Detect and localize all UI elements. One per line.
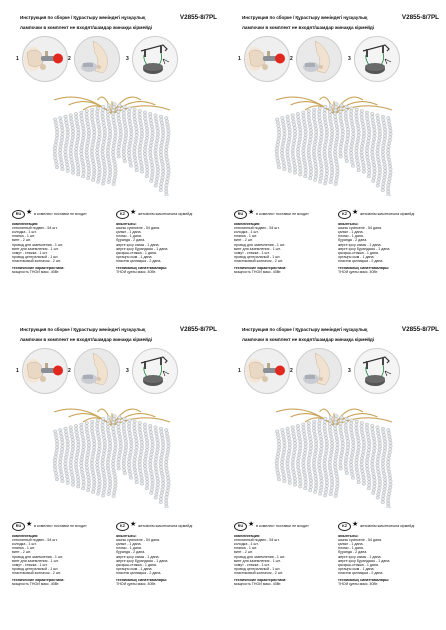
crystal-strand <box>302 423 308 490</box>
crystal-strand <box>381 115 387 192</box>
step-number-2: 2 <box>290 56 293 62</box>
crystal-strand <box>64 115 70 172</box>
list-item: провод для заземления - 1 шт. <box>12 554 64 559</box>
crystal-strand <box>117 104 123 158</box>
kz-items <box>338 226 436 263</box>
crystal-strand <box>275 118 281 169</box>
chandelier-illustration <box>42 398 182 508</box>
crystal-strand <box>280 117 286 171</box>
crystal-strand <box>360 422 366 486</box>
crystal-strand <box>333 103 339 186</box>
instruction-card <box>234 326 439 626</box>
ru-items <box>12 226 110 263</box>
crystal-strand <box>159 115 165 192</box>
crystal-strand <box>355 108 361 172</box>
list-item: стеклянный подвес - 54 шт. <box>234 226 280 231</box>
kz-tech-title: техникалық сипаттамалары: <box>116 578 168 583</box>
model-number: V2855-8/7PL <box>179 14 217 21</box>
list-item: шыны сусінкеле - 54 дана. <box>116 226 161 231</box>
crystal-strand <box>360 110 366 174</box>
list-item: қалып - 1 дана. <box>338 542 364 547</box>
ru-badge: RU <box>12 522 25 531</box>
step-number-1: 1 <box>238 56 241 62</box>
instruction-title: Инструкция по сборке / Құрастыру жөніндегі нұсқаулық <box>242 15 368 20</box>
crystal-strand <box>355 420 361 484</box>
instruction-card <box>12 326 217 626</box>
list-item: пластик қалпақша - 2 дана. <box>116 570 162 575</box>
bulbs-note: лампочки в комплект не входят/шамдар жинаққа кірмейді <box>242 25 375 30</box>
kz-tech-value: ТНОИ қуаты макс. 40Вт. <box>338 582 379 587</box>
crystal-strand <box>307 110 313 180</box>
instruction-title: Инструкция по сборке / Құрастыру жөніндегі нұсқаулық <box>20 15 146 20</box>
list-item: планка - 1 шт. <box>234 234 257 239</box>
hand-with-lightbulb-icon <box>244 36 290 82</box>
list-item: пломо - 1 дана. <box>116 234 142 239</box>
instruction-card <box>234 14 439 314</box>
list-item: қалып - 1 дана. <box>116 542 142 547</box>
kz-badge: KZ <box>116 522 129 531</box>
instruction-card <box>12 14 217 314</box>
kz-not-included-note: жеткізілім жиынтығына кірмейді <box>138 523 193 528</box>
instruction-title: Инструкция по сборке / Құрастыру жөніндегі нұсқаулық <box>20 327 146 332</box>
list-item: жерге қосу сымы - 1 дана. <box>338 554 382 559</box>
hand-installing-lamp-icon <box>296 36 342 82</box>
list-item: хомут - стяжка - 1 шт. <box>234 250 270 255</box>
kz-tech-title: техникалық сипаттамалары: <box>338 578 390 583</box>
list-item: ортаңғы сым - 1 дана. <box>338 254 375 259</box>
crystal-strand <box>323 417 329 497</box>
step-number-3: 3 <box>348 368 351 374</box>
crystal-strand <box>64 427 70 484</box>
star-icon: ★ <box>26 209 33 216</box>
crystal-strand <box>317 419 323 496</box>
crystal-strand <box>127 107 133 168</box>
crystal-strand <box>296 112 302 176</box>
crystal-strand <box>90 420 96 493</box>
ru-column <box>12 522 110 586</box>
crystal-strand <box>154 114 160 187</box>
crystal-strand <box>386 117 392 197</box>
kz-tech-value: ТНОИ қуаты макс. 40Вт. <box>116 270 157 275</box>
crystal-strand <box>138 110 144 174</box>
list-item: провод для заземления - 1 шт. <box>234 554 286 559</box>
ru-tech-value: мощность ТНОИ макс. 40Вт. <box>12 582 60 587</box>
star-icon: ★ <box>352 209 359 216</box>
crystal-strand <box>143 423 149 490</box>
step-number-2: 2 <box>68 56 71 62</box>
list-item: пломо - 1 дана. <box>338 546 364 551</box>
crystal-strand <box>95 419 101 496</box>
crystal-strand <box>344 417 350 474</box>
crystal-strand <box>323 105 329 185</box>
list-item: винт - 2 шт. <box>12 550 31 555</box>
ru-badge: RU <box>234 210 247 219</box>
crystal-strand <box>154 426 160 499</box>
list-item: қысқыш-стяжка - 1 дана. <box>116 250 157 255</box>
kz-section-title: жиынтығы: <box>338 534 359 538</box>
crystal-strand <box>386 429 392 509</box>
kz-items <box>116 538 214 575</box>
list-item: стеклянный подвес - 54 шт. <box>12 226 58 231</box>
list-item: пластиковый колпачок - 2 шт. <box>234 570 283 575</box>
list-item: шыны сусінкеле - 54 дана. <box>116 538 161 543</box>
kz-items <box>338 538 436 575</box>
list-item: бұранда - 2 дана. <box>338 550 368 555</box>
crystal-strand <box>80 111 86 178</box>
ceiling-mount-icon <box>132 348 178 394</box>
ru-not-included-note: в комплект поставки не входит <box>34 211 87 216</box>
chandelier-illustration <box>264 398 404 508</box>
kz-not-included-note: жеткізілім жиынтығына кірмейді <box>360 211 415 216</box>
hand-with-lightbulb-icon <box>244 348 290 394</box>
crystal-strand <box>148 112 154 182</box>
list-item: хомут - стяжка - 1 шт. <box>234 562 270 567</box>
kz-tech-value: ТНОИ қуаты макс. 40Вт. <box>116 582 157 587</box>
list-item: пластиковый колпачок - 2 шт. <box>12 570 61 575</box>
model-number: V2855-8/7PL <box>179 326 217 333</box>
ru-badge: RU <box>234 522 247 531</box>
crystal-strand <box>365 111 371 178</box>
crystal-strand <box>90 108 96 181</box>
crystal-strand <box>307 422 313 492</box>
crystal-strand <box>69 114 75 175</box>
list-item: жерге қосу бұрандасы - 1 дана. <box>338 246 391 251</box>
list-item: пластиковый колпачок - 2 шт. <box>234 258 283 263</box>
list-item: винт для заземления - 1 шт. <box>12 558 59 563</box>
kz-section-title: жиынтығы: <box>338 222 359 226</box>
crystal-strand <box>122 105 128 162</box>
crystal-strand <box>302 111 308 178</box>
list-item: винт для заземления - 1 шт. <box>234 558 281 563</box>
crystal-strand <box>296 424 302 488</box>
crystal-strand <box>106 416 112 496</box>
list-item: қалып - 1 дана. <box>338 230 364 235</box>
crystal-strand <box>106 104 112 184</box>
crystal-strand <box>111 415 117 498</box>
kz-badge: KZ <box>116 210 129 219</box>
list-item: провод для заземления - 1 шт. <box>12 242 64 247</box>
crystal-strand <box>365 423 371 490</box>
list-item: хомут - стяжка - 1 шт. <box>12 562 48 567</box>
crystal-strand <box>148 424 154 494</box>
crystal-strand <box>312 420 318 493</box>
list-item: пластик қалпақша - 2 дана. <box>338 258 384 263</box>
list-item: пластик қалпақша - 2 дана. <box>338 570 384 575</box>
hand-installing-lamp-icon <box>296 348 342 394</box>
crystal-strand <box>344 105 350 162</box>
crystal-strand <box>333 415 339 498</box>
list-item: винт для заземления - 1 шт. <box>234 246 281 251</box>
crystal-strand <box>69 426 75 487</box>
crystal-strand <box>74 112 80 176</box>
star-icon: ★ <box>130 209 137 216</box>
crystal-strand <box>339 416 345 470</box>
crystal-strand <box>376 426 382 499</box>
crystal-strand <box>164 117 170 197</box>
crystal-strand <box>133 108 139 172</box>
crystal-strand <box>85 422 91 492</box>
step-number-1: 1 <box>16 56 19 62</box>
crystal-strand <box>111 103 117 186</box>
crystal-strand <box>143 111 149 178</box>
list-item: жерге қосу сымы - 1 дана. <box>338 242 382 247</box>
crystal-strand <box>349 419 355 480</box>
crystal-strand <box>349 107 355 168</box>
list-item: шыны сусінкеле - 54 дана. <box>338 538 383 543</box>
list-item: колодка - 1 шт. <box>12 542 37 547</box>
kz-tech-title: техникалық сипаттамалары: <box>338 266 390 271</box>
list-item: пластик қалпақша - 2 дана. <box>116 258 162 263</box>
ru-tech-title: технические характеристики: <box>12 578 65 583</box>
list-item: провод для заземления - 1 шт. <box>234 242 286 247</box>
list-item: қысқыш-стяжка - 1 дана. <box>116 562 157 567</box>
star-icon: ★ <box>352 521 359 528</box>
ru-badge: RU <box>12 210 25 219</box>
crystal-strand <box>339 104 345 158</box>
list-item: пластиковый колпачок - 2 шт. <box>12 258 61 263</box>
crystal-strand <box>133 420 139 484</box>
kz-column <box>116 522 214 586</box>
crystal-strand <box>312 108 318 181</box>
ru-items <box>234 226 332 263</box>
list-item: ортаңғы сым - 1 дана. <box>116 254 153 259</box>
list-item: планка - 1 шт. <box>12 546 35 551</box>
list-item: ортаңғы сым - 1 дана. <box>116 566 153 571</box>
crystal-strand <box>280 429 286 483</box>
list-item: планка - 1 шт. <box>234 546 257 551</box>
crystal-strand <box>370 112 376 182</box>
crystal-strand <box>286 427 292 484</box>
bulbs-note: лампочки в комплект не входят/шамдар жинаққа кірмейді <box>20 25 153 30</box>
kz-items <box>116 226 214 263</box>
crystal-strand <box>58 429 64 483</box>
kz-not-included-note: жеткізілім жиынтығына кірмейді <box>360 523 415 528</box>
list-item: винт - 2 шт. <box>12 238 31 243</box>
kz-column <box>116 210 214 274</box>
list-item: қалып - 1 дана. <box>116 230 142 235</box>
model-number: V2855-8/7PL <box>401 326 439 333</box>
step-number-1: 1 <box>238 368 241 374</box>
list-item: провод центральный - 1 шт. <box>12 566 59 571</box>
kz-column <box>338 210 436 274</box>
list-item: планка - 1 шт. <box>12 234 35 239</box>
list-item: жерге қосу бұрандасы - 1 дана. <box>116 558 169 563</box>
list-item: жерге қосу сымы - 1 дана. <box>116 554 160 559</box>
list-item: хомут - стяжка - 1 шт. <box>12 250 48 255</box>
ru-not-included-note: в комплект поставки не входит <box>256 523 309 528</box>
kz-badge: KZ <box>338 210 351 219</box>
hand-with-lightbulb-icon <box>22 36 68 82</box>
ru-not-included-note: в комплект поставки не входит <box>34 523 87 528</box>
crystal-strand <box>376 114 382 187</box>
kz-section-title: жиынтығы: <box>116 534 137 538</box>
ru-tech-value: мощность ТНОИ макс. 40Вт. <box>234 270 282 275</box>
list-item: ортаңғы сым - 1 дана. <box>338 566 375 571</box>
list-item: колодка - 1 шт. <box>234 230 259 235</box>
crystal-strand <box>381 427 387 504</box>
list-item: стеклянный подвес - 54 шт. <box>234 538 280 543</box>
crystal-strand <box>58 117 64 171</box>
list-item: провод центральный - 1 шт. <box>234 254 281 259</box>
ru-tech-title: технические характеристики: <box>234 578 287 583</box>
ceiling-mount-icon <box>354 36 400 82</box>
list-item: винт для заземления - 1 шт. <box>12 246 59 251</box>
star-icon: ★ <box>248 209 255 216</box>
list-item: шыны сусінкеле - 54 дана. <box>338 226 383 231</box>
hand-installing-lamp-icon <box>74 36 120 82</box>
crystal-strand <box>275 430 281 481</box>
crystal-strand <box>291 114 297 175</box>
crystal-strand <box>328 416 334 496</box>
step-number-3: 3 <box>126 368 129 374</box>
list-item: стеклянный подвес - 54 шт. <box>12 538 58 543</box>
ru-tech-title: технические характеристики: <box>234 266 287 271</box>
ceiling-mount-icon <box>354 348 400 394</box>
list-item: винт - 2 шт. <box>234 550 253 555</box>
ru-column <box>12 210 110 274</box>
ru-tech-title: технические характеристики: <box>12 266 65 271</box>
crystal-strand <box>127 419 133 480</box>
list-item: бұранда - 2 дана. <box>338 238 368 243</box>
kz-section-title: жиынтығы: <box>116 222 137 226</box>
ru-section-title: комплектация: <box>12 222 39 226</box>
bulbs-note: лампочки в комплект не входят/шамдар жинаққа кірмейді <box>20 337 153 342</box>
crystal-strand <box>291 426 297 487</box>
ru-column <box>234 210 332 274</box>
list-item: провод центральный - 1 шт. <box>234 566 281 571</box>
list-item: колодка - 1 шт. <box>12 230 37 235</box>
list-item: винт - 2 шт. <box>234 238 253 243</box>
instruction-title: Инструкция по сборке / Құрастыру жөніндегі нұсқаулық <box>242 327 368 332</box>
hand-with-lightbulb-icon <box>22 348 68 394</box>
list-item: жерге қосу бұрандасы - 1 дана. <box>338 558 391 563</box>
crystal-strand <box>80 423 86 490</box>
ru-items <box>12 538 110 575</box>
crystal-strand <box>85 110 91 180</box>
hand-installing-lamp-icon <box>74 348 120 394</box>
crystal-strand <box>53 430 59 481</box>
kz-tech-value: ТНОИ қуаты макс. 40Вт. <box>338 270 379 275</box>
list-item: бұранда - 2 дана. <box>116 550 146 555</box>
step-number-2: 2 <box>290 368 293 374</box>
crystal-strand <box>101 417 107 497</box>
kz-not-included-note: жеткізілім жиынтығына кірмейді <box>138 211 193 216</box>
list-item: колодка - 1 шт. <box>234 542 259 547</box>
ru-section-title: комплектация: <box>234 222 261 226</box>
crystal-strand <box>101 105 107 185</box>
crystal-strand <box>159 427 165 504</box>
ru-items <box>234 538 332 575</box>
ru-not-included-note: в комплект поставки не входит <box>256 211 309 216</box>
list-item: бұранда - 2 дана. <box>116 238 146 243</box>
list-item: жерге қосу сымы - 1 дана. <box>116 242 160 247</box>
kz-badge: KZ <box>338 522 351 531</box>
list-item: пломо - 1 дана. <box>116 546 142 551</box>
ceiling-mount-icon <box>132 36 178 82</box>
crystal-strand <box>328 104 334 184</box>
crystal-strand <box>95 107 101 184</box>
step-number-2: 2 <box>68 368 71 374</box>
ru-tech-value: мощность ТНОИ макс. 40Вт. <box>234 582 282 587</box>
chandelier-illustration <box>42 86 182 196</box>
crystal-strand <box>286 115 292 172</box>
star-icon: ★ <box>130 521 137 528</box>
kz-tech-title: техникалық сипаттамалары: <box>116 266 168 271</box>
crystal-strand <box>164 429 170 509</box>
chandelier-illustration <box>264 86 404 196</box>
crystal-strand <box>138 422 144 486</box>
model-number: V2855-8/7PL <box>401 14 439 21</box>
crystal-strand <box>317 107 323 184</box>
crystal-strand <box>53 118 59 169</box>
crystal-strand <box>74 424 80 488</box>
crystal-strand <box>117 416 123 470</box>
bulbs-note: лампочки в комплект не входят/шамдар жинаққа кірмейді <box>242 337 375 342</box>
ru-column <box>234 522 332 586</box>
list-item: қысқыш-стяжка - 1 дана. <box>338 562 379 567</box>
ru-tech-value: мощность ТНОИ макс. 40Вт. <box>12 270 60 275</box>
crystal-strand <box>122 417 128 474</box>
crystal-strand <box>370 424 376 494</box>
step-number-1: 1 <box>16 368 19 374</box>
star-icon: ★ <box>26 521 33 528</box>
step-number-3: 3 <box>126 56 129 62</box>
ru-section-title: комплектация: <box>234 534 261 538</box>
list-item: қысқыш-стяжка - 1 дана. <box>338 250 379 255</box>
list-item: пломо - 1 дана. <box>338 234 364 239</box>
kz-column <box>338 522 436 586</box>
step-number-3: 3 <box>348 56 351 62</box>
ru-section-title: комплектация: <box>12 534 39 538</box>
list-item: провод центральный - 1 шт. <box>12 254 59 259</box>
list-item: жерге қосу бұрандасы - 1 дана. <box>116 246 169 251</box>
star-icon: ★ <box>248 521 255 528</box>
